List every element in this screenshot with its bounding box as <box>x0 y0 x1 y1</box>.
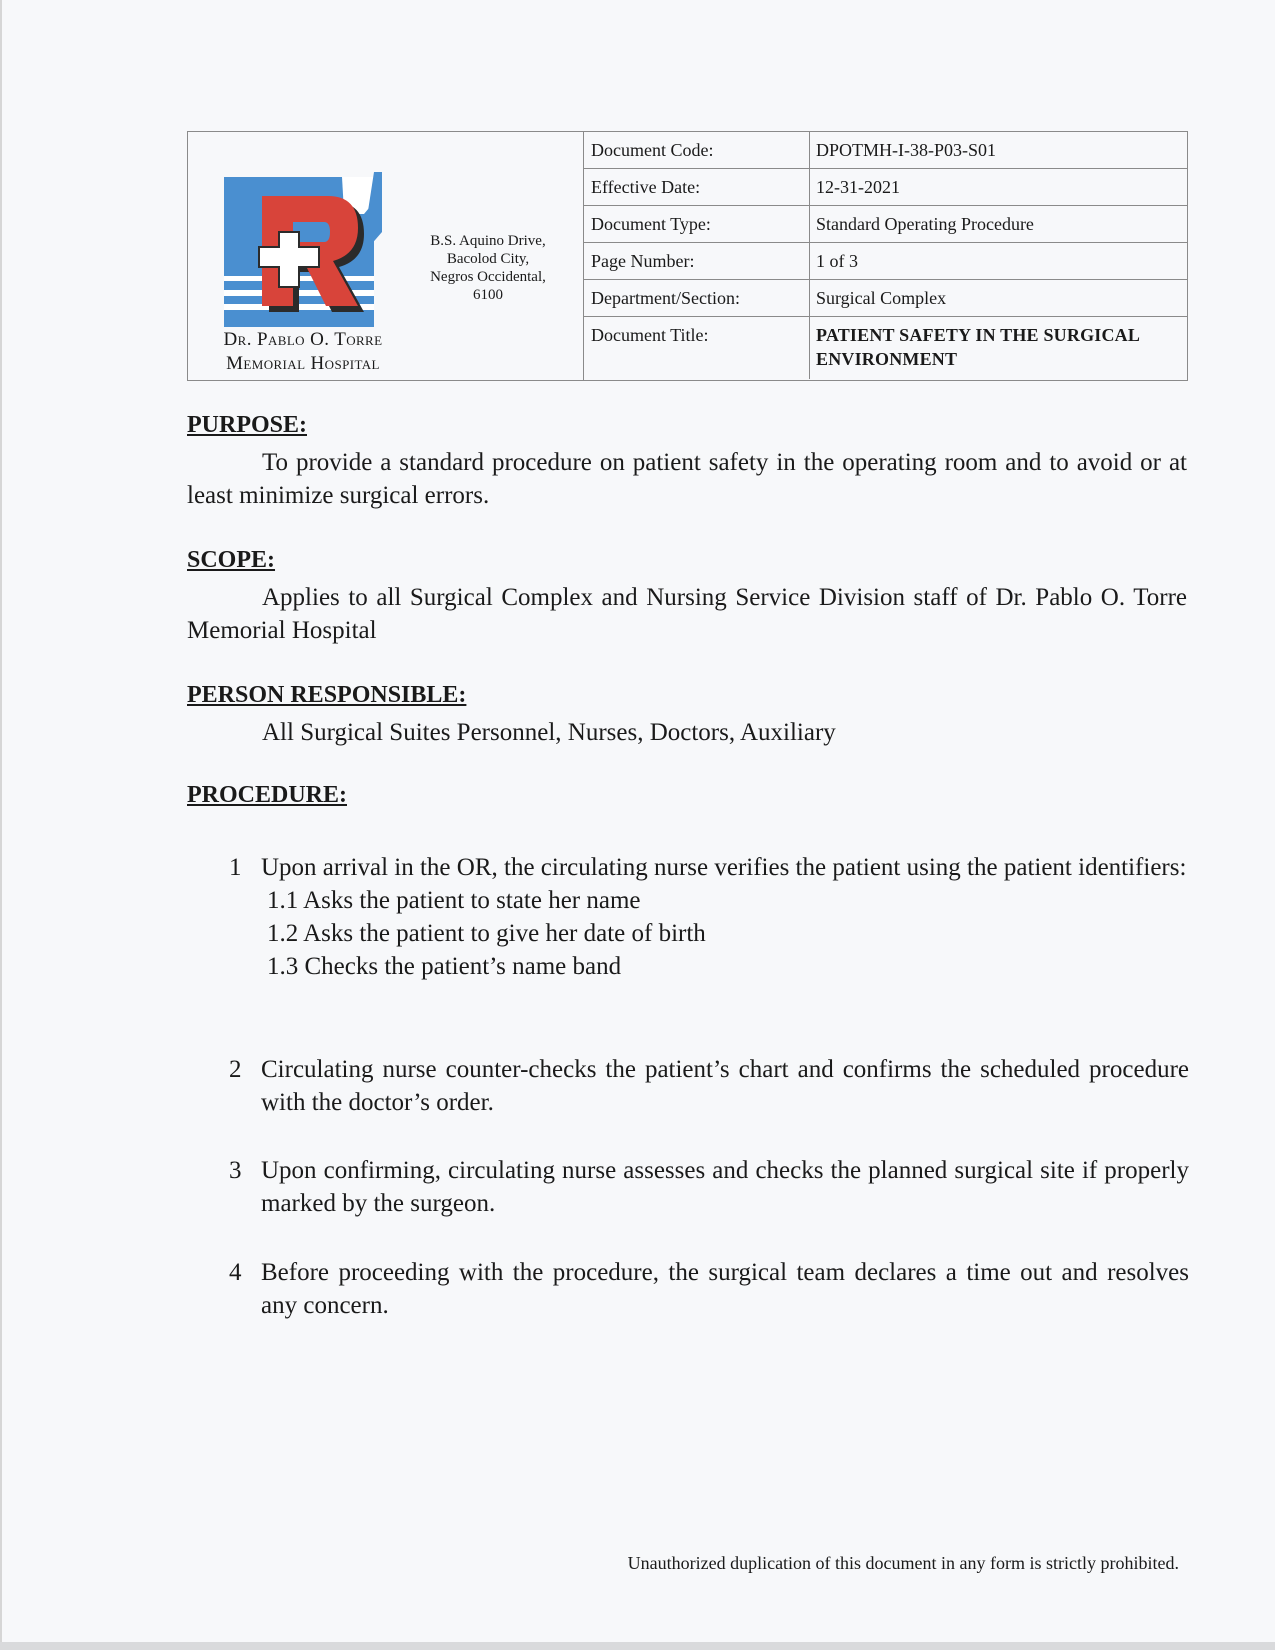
document-header <box>187 131 1188 381</box>
info-value: DPOTMH-I-38-P03-S01 <box>816 140 996 160</box>
step-text: Upon confirming, circulating nurse assesses and checks the planned surgical site if properly marked by the surgeon. <box>261 1157 1189 1217</box>
info-label: Document Code: <box>584 132 810 168</box>
sub-step: 1.3 Checks the patient’s name band <box>267 953 622 980</box>
hospital-name-line: Dr. Pablo O. Torre <box>223 329 383 350</box>
document-info-table <box>584 132 1187 380</box>
step-text: Upon arrival in the OR, the circulating nurse verifies the patient using the patient identifiers: <box>261 854 1187 881</box>
hospital-address <box>423 232 553 304</box>
step-text: Circulating nurse counter-checks the patient’s chart and confirms the scheduled procedure with the doctor’s order. <box>261 1056 1189 1116</box>
scope-text <box>187 581 1187 647</box>
info-row-document-title <box>584 317 1187 379</box>
step-body <box>261 851 1189 983</box>
info-row-page-number <box>584 243 1187 280</box>
person-responsible-text <box>187 716 1187 749</box>
sub-step: 1.2 Asks the patient to give her date of birth <box>267 920 706 947</box>
info-label: Department/Section: <box>584 280 810 316</box>
page-bottom-edge <box>0 1642 1275 1650</box>
info-value: 12-31-2021 <box>816 177 900 197</box>
info-value: 1 of 3 <box>816 251 858 271</box>
page-edge <box>0 0 2 1650</box>
hospital-name <box>188 328 418 376</box>
logo-cell <box>188 132 584 380</box>
info-row-effective-date <box>584 169 1187 206</box>
step-text: Before proceeding with the procedure, the surgical team declares a time out and resolves any concern. <box>261 1259 1189 1319</box>
address-line: Negros Occidental, <box>430 269 546 285</box>
info-row-department <box>584 280 1187 317</box>
sub-step: 1.1 Asks the patient to state her name <box>267 887 641 914</box>
step-number: 2 <box>229 1056 242 1083</box>
address-line: B.S. Aquino Drive, <box>430 233 546 249</box>
info-label: Page Number: <box>584 243 810 279</box>
footer-notice: Unauthorized duplication of this document in any form is strictly prohibited. <box>627 1553 1179 1573</box>
info-label: Effective Date: <box>584 169 810 205</box>
info-value: Standard Operating Procedure <box>816 214 1034 234</box>
step-number: 4 <box>229 1259 242 1286</box>
document-title: PATIENT SAFETY IN THE SURGICAL ENVIRONMENT <box>816 325 1140 369</box>
scope-text-content: Applies to all Surgical Complex and Nursing Service Division staff of Dr. Pablo O. Torre Memorial Hospital <box>187 584 1187 644</box>
purpose-heading: PURPOSE: <box>187 412 307 438</box>
scope-heading: SCOPE: <box>187 547 276 573</box>
procedure-heading: PROCEDURE: <box>187 782 347 808</box>
procedure-step <box>229 851 1189 983</box>
info-value: Surgical Complex <box>816 288 947 308</box>
info-row-document-code <box>584 132 1187 169</box>
purpose-text-content: To provide a standard procedure on patient safety in the operating room and to avoid or at least minimize surgical errors. <box>187 449 1187 509</box>
address-line: 6100 <box>473 287 503 303</box>
procedure-step <box>229 1154 1189 1220</box>
info-row-document-type <box>584 206 1187 243</box>
info-label: Document Type: <box>584 206 810 242</box>
procedure-step <box>229 1053 1189 1119</box>
info-label: Document Title: <box>584 317 810 379</box>
step-number: 1 <box>229 854 242 881</box>
procedure-step <box>229 1256 1189 1322</box>
hospital-name-line: Memorial Hospital <box>226 353 380 374</box>
step-number: 3 <box>229 1157 242 1184</box>
hospital-logo-icon <box>224 172 382 330</box>
address-line: Bacolod City, <box>446 251 530 267</box>
person-responsible-heading: PERSON RESPONSIBLE: <box>187 682 467 708</box>
person-responsible-content: All Surgical Suites Personnel, Nurses, Doctors, Auxiliary <box>262 719 836 746</box>
purpose-text <box>187 446 1187 512</box>
